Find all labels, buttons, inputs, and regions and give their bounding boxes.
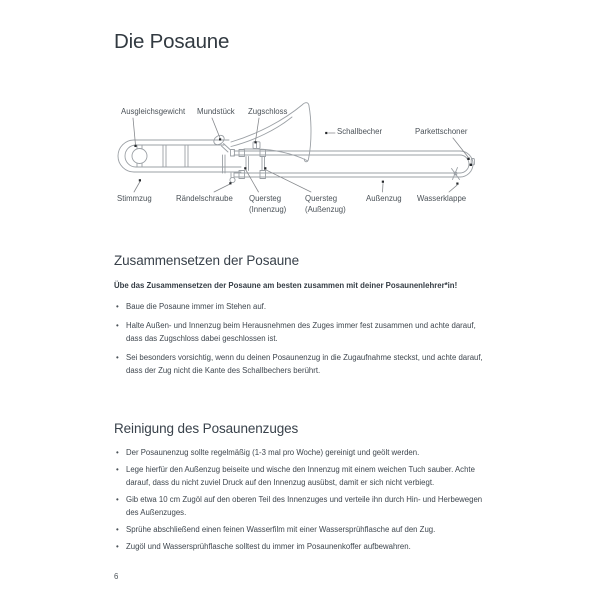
list-item: • Sprühe abschließend einen feinen Wasserfilm mit einer Wassersprühflasche auf den Zug. <box>114 524 488 536</box>
label-raendelschraube: Rändelschraube <box>176 194 233 203</box>
label-parkettschoner: Parkettschoner <box>415 127 468 136</box>
section-reinigung <box>114 421 490 559</box>
water-key <box>452 168 460 180</box>
section-heading: Reinigung des Posaunenzuges <box>114 421 299 436</box>
bullet-list <box>114 301 488 377</box>
list-item: • Zugöl und Wassersprühflasche solltest du immer im Posaunenkoffer aufbewahren. <box>114 541 488 553</box>
section-heading: Zusammensetzen der Posaune <box>114 253 300 268</box>
counterweight <box>132 149 147 164</box>
label-wasserklappe: Wasserklappe <box>417 194 467 203</box>
page-title: Die Posaune <box>114 30 230 53</box>
label-aussenzug: Außenzug <box>366 194 402 203</box>
list-item: • Lege hierfür den Außenzug beiseite und wische den Innenzug mit einem weichen Tuch sauber. Achte darauf, dass du nicht zuviel Druck auf den Innenzug ausübst, damit er sich nicht verbiegt. <box>114 464 488 489</box>
label-quersteg-innenzug: Quersteg (Innenzug) <box>249 194 287 214</box>
section-intro: Übe das Zusammensetzen der Posaune am besten zusammen mit deiner Posaunenlehrer*in! <box>114 281 458 290</box>
outer-slide-stay <box>262 157 265 171</box>
list-item: • Halte Außen- und Innenzug beim Herausnehmen des Zuges immer fest zusammen und achte darauf, dass das Zugschloss dabei geschlossen ist. <box>114 320 488 345</box>
page-number: 6 <box>114 572 119 581</box>
label-stimmzug: Stimmzug <box>117 194 152 203</box>
label-mundstueck: Mundstück <box>197 107 235 116</box>
label-quersteg-aussenzug: Quersteg (Außenzug) <box>305 194 346 214</box>
list-item: • Sei besonders vorsichtig, wenn du deinen Posaunenzug in die Zugaufnahme steckst, und achte darauf, dass der Zug nicht die Kante des Schallbechers berührt. <box>114 352 488 377</box>
label-zugschloss: Zugschloss <box>248 107 288 116</box>
bullet-list <box>114 447 488 554</box>
list-item: • Gib etwa 10 cm Zugöl auf den oberen Teil des Innenzuges und verteile ihn durch Hin- und Herbewegen des Außenzuges. <box>114 494 488 519</box>
label-schallbecher: Schallbecher <box>337 127 383 136</box>
section-zusammensetzen <box>114 253 490 384</box>
label-ausgleichsgewicht: Ausgleichsgewicht <box>121 107 186 116</box>
mouthpiece <box>212 133 230 152</box>
list-item: • Der Posaunenzug sollte regelmäßig (1-3 mal pro Woche) gereinigt und geölt werden. <box>114 447 488 459</box>
list-item: • Baue die Posaune immer im Stehen auf. <box>114 301 488 313</box>
knurled-screw <box>230 177 235 182</box>
